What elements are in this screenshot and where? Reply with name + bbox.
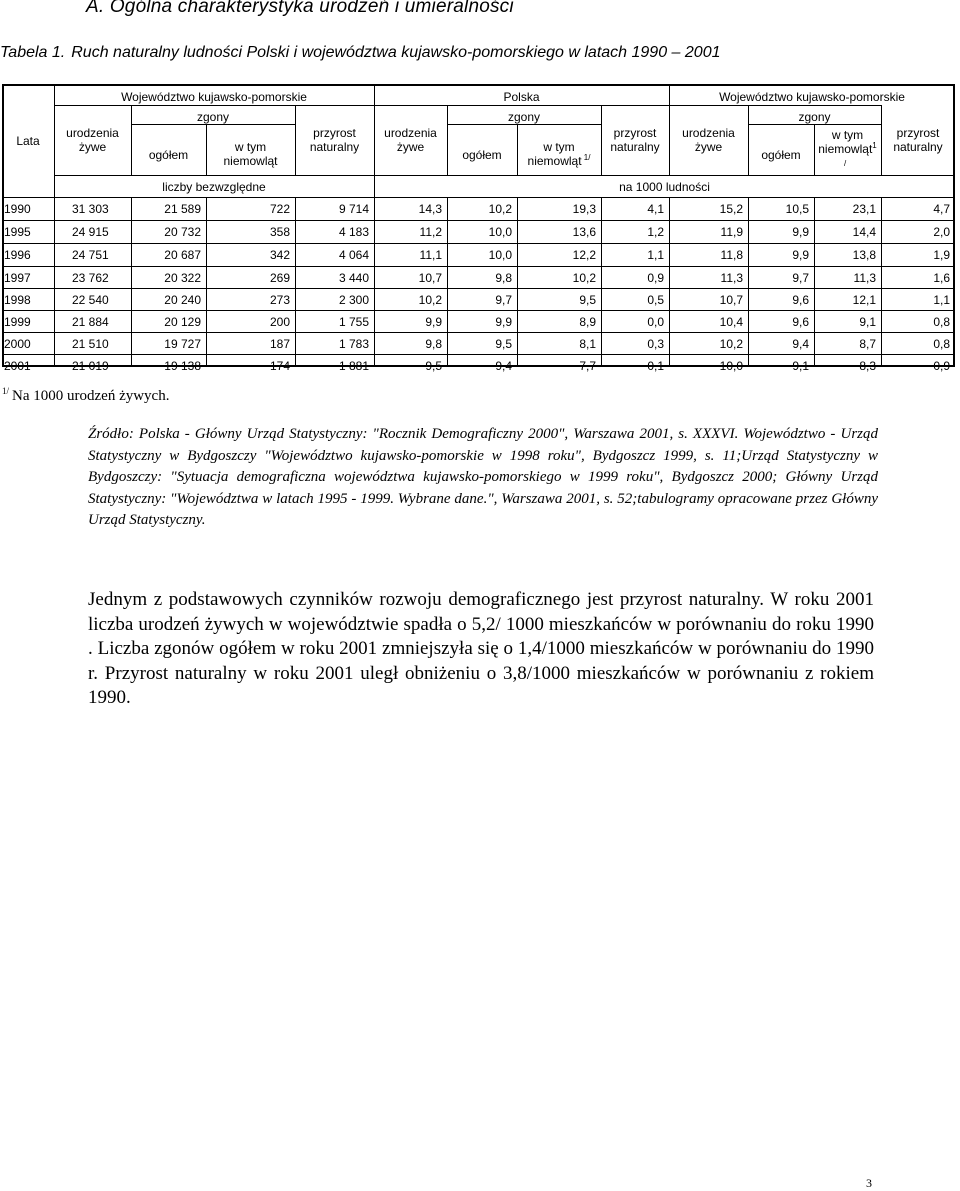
- year-cell: 1998: [4, 293, 31, 307]
- table-cell: 11,2: [419, 225, 442, 239]
- infant-header-text: niemowląt: [527, 154, 582, 168]
- table-cell: 8,9: [579, 315, 596, 329]
- infant-header: w tym: [543, 140, 575, 154]
- table-cell: 4 183: [338, 225, 369, 239]
- table-cell: 23 762: [72, 271, 109, 285]
- table-cell: 20 240: [164, 293, 201, 307]
- table-cell: 19 138: [164, 359, 201, 373]
- table-cell: 9,4: [495, 359, 512, 373]
- group-header-kp-rate: Województwo kujawsko-pomorskie: [719, 90, 905, 104]
- table-cell: 21 589: [164, 202, 201, 216]
- table-cell: 21 510: [72, 337, 109, 351]
- table-cell: 9,5: [495, 337, 512, 351]
- table-cell: 9,9: [425, 315, 442, 329]
- year-cell: 1995: [4, 225, 31, 239]
- table-cell: 21 019: [72, 359, 109, 373]
- natural-increase-header: przyrost: [896, 126, 940, 140]
- table-cell: 12,1: [852, 293, 876, 307]
- table-cell: 23,1: [852, 202, 876, 216]
- footnote-text: Na 1000 urodzeń żywych.: [12, 388, 170, 404]
- table-cell: 19,3: [572, 202, 596, 216]
- table-cell: 1 881: [338, 359, 369, 373]
- table-cell: 0,0: [647, 315, 664, 329]
- infant-header: niemowląt: [223, 154, 278, 168]
- table-cell: 10,2: [418, 293, 442, 307]
- urodzenia-header: urodzenia: [682, 126, 735, 140]
- group-header-polska: Polska: [503, 90, 540, 104]
- table-cell: 9 714: [338, 202, 369, 216]
- table-cell: 11,9: [720, 225, 743, 239]
- table-cell: 8,1: [579, 337, 596, 351]
- table-cell: 24 915: [72, 225, 109, 239]
- row-rule: [2, 243, 955, 244]
- table-cell: 10,2: [488, 202, 512, 216]
- table-cell: 10,0: [719, 359, 743, 373]
- table-cell: 19 727: [164, 337, 201, 351]
- zgony-rule-1: [131, 124, 295, 125]
- table-cell: 4 064: [338, 248, 369, 262]
- table-cell: 9,1: [792, 359, 809, 373]
- footnote-ref: 1/: [581, 153, 591, 162]
- table-label: Tabela 1.: [0, 44, 66, 61]
- table-cell: 22 540: [72, 293, 109, 307]
- table-cell: 10,2: [572, 271, 596, 285]
- footnote-ref: /: [844, 159, 847, 168]
- table-cell: 0,9: [933, 359, 950, 373]
- table-cell: 10,7: [418, 271, 442, 285]
- page-number: 3: [866, 1176, 872, 1190]
- row-rule: [2, 354, 955, 355]
- zgony-rule-2: [447, 124, 601, 125]
- table-cell: 0,1: [647, 359, 664, 373]
- table-cell: 10,0: [488, 225, 512, 239]
- natural-increase-header: naturalny: [893, 140, 943, 154]
- unit-rate: na 1000 ludności: [619, 180, 710, 194]
- natural-increase-header: naturalny: [309, 140, 360, 154]
- year-cell: 1997: [4, 271, 31, 285]
- table-cell: 20 732: [164, 225, 201, 239]
- table-cell: 11,3: [720, 271, 743, 285]
- table-cell: 269: [269, 271, 290, 285]
- body-paragraph: Jednym z podstawowych czynników rozwoju demograficznego jest przyrost naturalny. W roku 2001 liczba urodzeń żywych w województwie spadła o 5,2/ 1000 mieszkańców w porównaniu do roku 1990 . Liczba zgonów ogółem w roku 2001 zmniejszyła się o 1,4/1000 mieszkańców w porównaniu do 1990 r. Przyrost naturalny w roku 2001 uległ obniżeniu o 3,8/1000 mieszkańców w porównaniu z rokiem 1990.: [88, 589, 874, 708]
- natural-increase-header: przyrost: [313, 126, 356, 140]
- source-note: Źródło: Polska - Główny Urząd Statystyczny: "Rocznik Demograficzny 2000", Warszawa 2001, s. XXXVI. Województwo - Urząd Statystyczny w Bydgoszczy "Województwo kujawsko-pomorskie w 1998 roku", Bydgoszcz 1999, s. 11;Urząd Statystyczny w Bydgoszczy: "Sytuacja demograficzna województwa kujawsko-pomorskiego w 1999 roku", Bydgoszcz 2000; Główny Urząd Statystyczny: "Województwa w latach 1995 - 1999. Wybrane dane.", Warszawa 2001, s. 52;tabulogramy opracowane przez Główny Urząd Statystyczny.: [88, 426, 878, 528]
- table-cell: 14,4: [852, 225, 876, 239]
- table-cell: 722: [269, 202, 290, 216]
- infant-header: [517, 154, 601, 168]
- table-cell: 11,8: [720, 248, 743, 262]
- infant-header: w tym: [831, 128, 864, 142]
- zgony-header: zgony: [196, 110, 230, 124]
- table-cell: 8,3: [859, 359, 876, 373]
- table-cell: 200: [269, 315, 290, 329]
- group-header-kp-absolute: Województwo kujawsko-pomorskie: [121, 90, 307, 104]
- table-cell: 9,8: [495, 271, 512, 285]
- footnote: [2, 386, 169, 405]
- table-cell: 12,2: [572, 248, 596, 262]
- table-cell: 0,8: [933, 315, 950, 329]
- infant-header-text: niemowląt: [818, 142, 873, 156]
- table-cell: 0,5: [647, 293, 664, 307]
- table-cell: 9,7: [792, 271, 809, 285]
- zgony-header: zgony: [798, 110, 831, 124]
- urodzenia-header: urodzenia: [66, 126, 119, 140]
- table-cell: 9,1: [859, 315, 876, 329]
- infant-header: w tym: [234, 140, 267, 154]
- table-cell: 10,2: [719, 337, 743, 351]
- table-cell: 1 755: [338, 315, 369, 329]
- table-cell: 9,9: [495, 315, 512, 329]
- table-cell: 9,6: [792, 315, 809, 329]
- row-rule: [2, 220, 955, 221]
- row-rule: [2, 310, 955, 311]
- row-rule: [2, 288, 955, 289]
- table-title: [0, 44, 720, 62]
- table-cell: 9,5: [425, 359, 442, 373]
- table-cell: 1,1: [933, 293, 950, 307]
- table-cell: 3 440: [338, 271, 369, 285]
- table-cell: 10,7: [719, 293, 743, 307]
- year-cell: 1990: [4, 202, 31, 216]
- table-cell: 9,9: [792, 248, 809, 262]
- urodzenia-header: żywe: [694, 140, 723, 154]
- table-cell: 9,5: [579, 293, 596, 307]
- year-cell: 2000: [4, 337, 31, 351]
- table-caption: Ruch naturalny ludności Polski i województwa kujawsko-pomorskiego w latach 1990 – 2001: [71, 44, 721, 61]
- ogolem-header: ogółem: [148, 148, 189, 162]
- table-cell: 9,8: [425, 337, 442, 351]
- row-rule: [2, 266, 955, 267]
- ogolem-header: ogółem: [462, 148, 502, 162]
- table-cell: 20 129: [164, 315, 201, 329]
- table-cell: 21 884: [72, 315, 109, 329]
- ogolem-header: ogółem: [761, 148, 801, 162]
- table-cell: 20 687: [164, 248, 201, 262]
- unit-absolute: liczby bezwzględne: [162, 180, 266, 194]
- year-header: Lata: [16, 134, 40, 148]
- infant-header: [814, 142, 881, 156]
- table-cell: 10,5: [785, 202, 809, 216]
- urodzenia-header: urodzenia: [384, 126, 437, 140]
- table-cell: 7,7: [579, 359, 596, 373]
- table-cell: 187: [269, 337, 290, 351]
- table-cell: 24 751: [72, 248, 109, 262]
- year-cell: 2001: [4, 359, 31, 373]
- footnote-mark: 1/: [2, 386, 10, 396]
- table-cell: 14,3: [418, 202, 442, 216]
- table-cell: 2 300: [338, 293, 369, 307]
- table-cell: 342: [269, 248, 290, 262]
- year-cell: 1996: [4, 248, 31, 262]
- row-rule: [2, 332, 955, 333]
- table-cell: 9,7: [495, 293, 512, 307]
- table-cell: 4,7: [933, 202, 950, 216]
- natural-increase-header: przyrost: [613, 126, 657, 140]
- table-cell: 0,3: [647, 337, 664, 351]
- table-cell: 11,1: [419, 248, 442, 262]
- table-cell: 1,9: [933, 248, 950, 262]
- header-rule-groups: [54, 105, 882, 106]
- header-data-rule: [2, 197, 955, 198]
- table-cell: 1 783: [338, 337, 369, 351]
- table-cell: 11,3: [853, 271, 876, 285]
- table-cell: 174: [269, 359, 290, 373]
- table-cell: 10,0: [488, 248, 512, 262]
- table-cell: 20 322: [164, 271, 201, 285]
- natural-increase-header: naturalny: [610, 140, 660, 154]
- footnote-ref: 1: [872, 141, 877, 150]
- section-heading: A. Ogólna charakterystyka urodzeń i umieralności: [86, 0, 514, 17]
- table-cell: 1,2: [647, 225, 664, 239]
- table-cell: 13,8: [852, 248, 876, 262]
- unit-rule: [54, 175, 955, 176]
- zgony-header: zgony: [507, 110, 541, 124]
- table-cell: 1,1: [647, 248, 664, 262]
- table-cell: 9,4: [792, 337, 809, 351]
- table-cell: 4,1: [647, 202, 664, 216]
- urodzenia-header: żywe: [78, 140, 107, 154]
- table-cell: 9,9: [792, 225, 809, 239]
- table-cell: 273: [269, 293, 290, 307]
- table-cell: 1,6: [933, 271, 950, 285]
- table-cell: 9,6: [792, 293, 809, 307]
- table-cell: 13,6: [572, 225, 596, 239]
- table-cell: 10,4: [719, 315, 743, 329]
- year-cell: 1999: [4, 315, 31, 329]
- table-cell: 0,8: [933, 337, 950, 351]
- table-cell: 31 303: [72, 202, 109, 216]
- table-cell: 8,7: [859, 337, 876, 351]
- table-cell: 15,2: [719, 202, 743, 216]
- table-cell: 358: [269, 225, 290, 239]
- urodzenia-header: żywe: [396, 140, 425, 154]
- table-cell: 2,0: [933, 225, 950, 239]
- table-cell: 0,9: [647, 271, 664, 285]
